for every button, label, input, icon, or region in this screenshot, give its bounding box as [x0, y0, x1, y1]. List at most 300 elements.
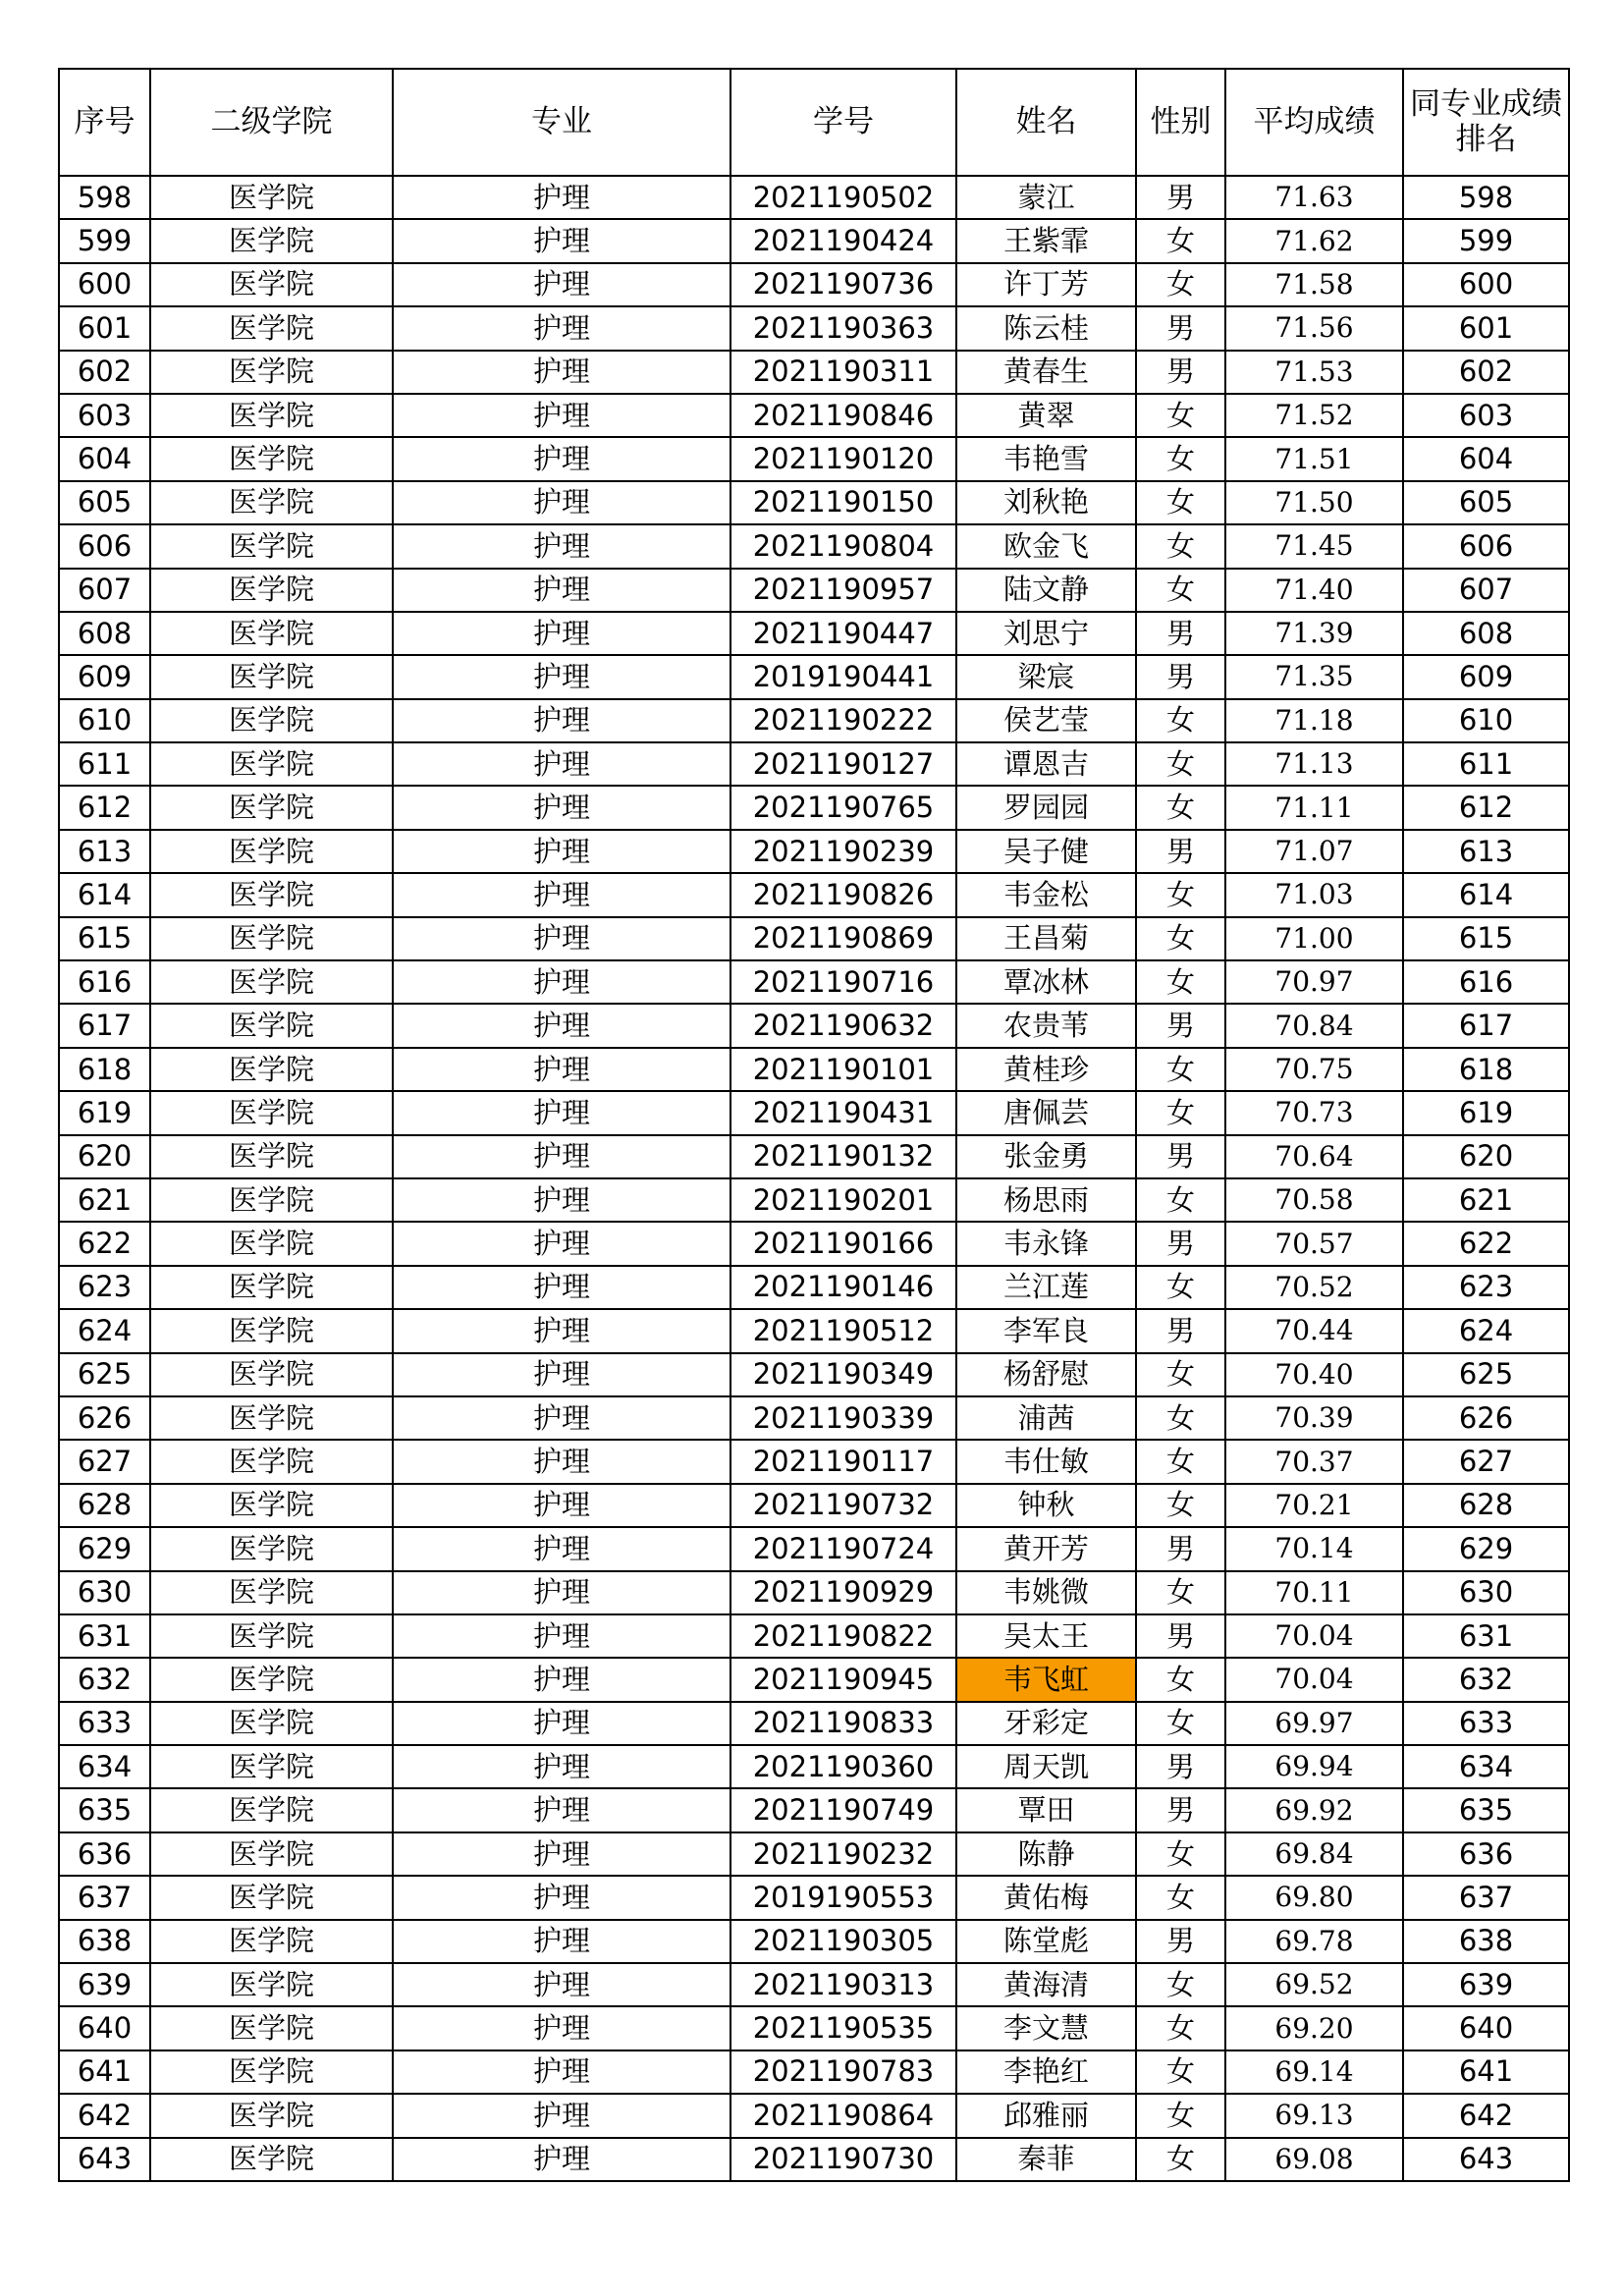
cell-student-id: 2019190553: [730, 1876, 956, 1919]
cell-no: 634: [59, 1745, 150, 1788]
cell-student-id: 2021190822: [730, 1614, 956, 1658]
cell-average-score: 71.58: [1225, 263, 1403, 306]
cell-no: 612: [59, 786, 150, 829]
table-row: [59, 394, 1569, 437]
cell-no: 621: [59, 1178, 150, 1222]
cell-name: 牙彩定: [956, 1702, 1136, 1745]
cell-name: 韦永锋: [956, 1222, 1136, 1265]
cell-major-rank: 633: [1403, 1702, 1569, 1745]
cell-no: 613: [59, 830, 150, 873]
cell-gender: 女: [1136, 263, 1225, 306]
cell-average-score: 70.04: [1225, 1658, 1403, 1701]
cell-no: 611: [59, 742, 150, 786]
cell-college: 医学院: [150, 1266, 393, 1309]
cell-average-score: 70.39: [1225, 1396, 1403, 1440]
cell-student-id: 2021190804: [730, 524, 956, 568]
cell-college: 医学院: [150, 2138, 393, 2181]
cell-student-id: 2021190447: [730, 612, 956, 655]
cell-no: 628: [59, 1484, 150, 1527]
cell-major: 护理: [393, 351, 730, 394]
table-row: [59, 524, 1569, 568]
cell-major: 护理: [393, 1788, 730, 1831]
cell-college: 医学院: [150, 1614, 393, 1658]
cell-no: 607: [59, 569, 150, 612]
table-row: [59, 1004, 1569, 1047]
cell-college: 医学院: [150, 699, 393, 742]
table-row: [59, 1963, 1569, 2006]
cell-average-score: 69.80: [1225, 1876, 1403, 1919]
cell-name: 钟秋: [956, 1484, 1136, 1527]
cell-student-id: 2021190431: [730, 1091, 956, 1134]
cell-major-rank: 642: [1403, 2094, 1569, 2137]
cell-major: 护理: [393, 524, 730, 568]
cell-college: 医学院: [150, 917, 393, 960]
cell-major: 护理: [393, 569, 730, 612]
cell-name: 黄翠: [956, 394, 1136, 437]
table-row: [59, 742, 1569, 786]
cell-no: 610: [59, 699, 150, 742]
header-no: 序号: [59, 69, 150, 176]
cell-no: 632: [59, 1658, 150, 1701]
cell-name: 韦飞虹: [956, 1658, 1136, 1701]
cell-student-id: 2021190132: [730, 1135, 956, 1178]
cell-no: 619: [59, 1091, 150, 1134]
cell-major-rank: 630: [1403, 1571, 1569, 1614]
cell-student-id: 2021190730: [730, 2138, 956, 2181]
cell-college: 医学院: [150, 1048, 393, 1091]
cell-no: 638: [59, 1920, 150, 1963]
cell-gender: 男: [1136, 1309, 1225, 1352]
cell-no: 600: [59, 263, 150, 306]
cell-major: 护理: [393, 742, 730, 786]
cell-major: 护理: [393, 873, 730, 916]
cell-student-id: 2021190749: [730, 1788, 956, 1831]
cell-average-score: 69.94: [1225, 1745, 1403, 1788]
cell-student-id: 2021190826: [730, 873, 956, 916]
cell-name: 许丁芳: [956, 263, 1136, 306]
cell-name: 李军良: [956, 1309, 1136, 1352]
cell-student-id: 2021190424: [730, 219, 956, 262]
cell-average-score: 71.35: [1225, 655, 1403, 698]
cell-average-score: 70.73: [1225, 1091, 1403, 1134]
cell-college: 医学院: [150, 569, 393, 612]
cell-college: 医学院: [150, 481, 393, 524]
cell-average-score: 70.37: [1225, 1440, 1403, 1483]
cell-college: 医学院: [150, 612, 393, 655]
cell-major: 护理: [393, 1614, 730, 1658]
cell-gender: 女: [1136, 569, 1225, 612]
cell-name: 陆文静: [956, 569, 1136, 612]
cell-name: 黄海清: [956, 1963, 1136, 2006]
cell-no: 631: [59, 1614, 150, 1658]
header-student-id: 学号: [730, 69, 956, 176]
cell-gender: 女: [1136, 1396, 1225, 1440]
cell-no: 625: [59, 1353, 150, 1396]
cell-name: 吴子健: [956, 830, 1136, 873]
table-row: [59, 655, 1569, 698]
cell-student-id: 2021190957: [730, 569, 956, 612]
cell-major-rank: 605: [1403, 481, 1569, 524]
table-row: [59, 481, 1569, 524]
cell-major: 护理: [393, 1527, 730, 1570]
cell-average-score: 71.18: [1225, 699, 1403, 742]
cell-major-rank: 613: [1403, 830, 1569, 873]
cell-major: 护理: [393, 1135, 730, 1178]
cell-gender: 女: [1136, 2006, 1225, 2050]
cell-student-id: 2021190929: [730, 1571, 956, 1614]
cell-average-score: 69.92: [1225, 1788, 1403, 1831]
student-ranking-table: [58, 68, 1570, 2182]
cell-name: 韦金松: [956, 873, 1136, 916]
cell-college: 医学院: [150, 742, 393, 786]
table-row: [59, 1571, 1569, 1614]
cell-major-rank: 602: [1403, 351, 1569, 394]
cell-name: 黄开芳: [956, 1527, 1136, 1570]
cell-gender: 女: [1136, 786, 1225, 829]
cell-major-rank: 635: [1403, 1788, 1569, 1831]
cell-college: 医学院: [150, 351, 393, 394]
cell-gender: 男: [1136, 655, 1225, 698]
cell-college: 医学院: [150, 1963, 393, 2006]
table-row: [59, 306, 1569, 350]
cell-average-score: 70.64: [1225, 1135, 1403, 1178]
cell-gender: 女: [1136, 917, 1225, 960]
cell-no: 606: [59, 524, 150, 568]
cell-name: 陈静: [956, 1832, 1136, 1876]
cell-name: 王昌菊: [956, 917, 1136, 960]
cell-gender: 女: [1136, 1178, 1225, 1222]
cell-major-rank: 612: [1403, 786, 1569, 829]
cell-college: 医学院: [150, 1440, 393, 1483]
cell-college: 医学院: [150, 306, 393, 350]
cell-student-id: 2021190127: [730, 742, 956, 786]
cell-gender: 女: [1136, 699, 1225, 742]
cell-major-rank: 610: [1403, 699, 1569, 742]
cell-no: 627: [59, 1440, 150, 1483]
cell-major: 护理: [393, 1920, 730, 1963]
cell-no: 624: [59, 1309, 150, 1352]
cell-gender: 男: [1136, 1920, 1225, 1963]
table-row: [59, 1440, 1569, 1483]
cell-gender: 女: [1136, 1266, 1225, 1309]
cell-name: 韦仕敏: [956, 1440, 1136, 1483]
table-row: [59, 1614, 1569, 1658]
cell-student-id: 2021190239: [730, 830, 956, 873]
cell-name: 农贵苇: [956, 1004, 1136, 1047]
cell-college: 医学院: [150, 437, 393, 480]
cell-college: 医学院: [150, 524, 393, 568]
cell-name: 唐佩芸: [956, 1091, 1136, 1134]
cell-student-id: 2019190441: [730, 655, 956, 698]
cell-name: 李文慧: [956, 2006, 1136, 2050]
cell-average-score: 69.08: [1225, 2138, 1403, 2181]
table-row: [59, 2094, 1569, 2137]
cell-major: 护理: [393, 1702, 730, 1745]
cell-student-id: 2021190222: [730, 699, 956, 742]
cell-no: 601: [59, 306, 150, 350]
table-row: [59, 437, 1569, 480]
cell-student-id: 2021190632: [730, 1004, 956, 1047]
cell-student-id: 2021190363: [730, 306, 956, 350]
table-row: [59, 176, 1569, 219]
table-row: [59, 1178, 1569, 1222]
cell-student-id: 2021190232: [730, 1832, 956, 1876]
table-row: [59, 1832, 1569, 1876]
cell-gender: 男: [1136, 830, 1225, 873]
cell-gender: 女: [1136, 1353, 1225, 1396]
cell-major: 护理: [393, 1963, 730, 2006]
cell-major-rank: 600: [1403, 263, 1569, 306]
cell-average-score: 71.45: [1225, 524, 1403, 568]
cell-student-id: 2021190512: [730, 1309, 956, 1352]
cell-name: 覃田: [956, 1788, 1136, 1831]
table-row: [59, 1048, 1569, 1091]
cell-gender: 女: [1136, 2094, 1225, 2137]
cell-name: 侯艺莹: [956, 699, 1136, 742]
cell-major-rank: 606: [1403, 524, 1569, 568]
table-row: [59, 1745, 1569, 1788]
header-gender: 性别: [1136, 69, 1225, 176]
cell-major: 护理: [393, 1658, 730, 1701]
table-row: [59, 1876, 1569, 1919]
cell-college: 医学院: [150, 830, 393, 873]
cell-average-score: 70.21: [1225, 1484, 1403, 1527]
cell-student-id: 2021190864: [730, 2094, 956, 2137]
cell-name: 蒙江: [956, 176, 1136, 219]
cell-no: 604: [59, 437, 150, 480]
cell-major-rank: 618: [1403, 1048, 1569, 1091]
cell-college: 医学院: [150, 1309, 393, 1352]
cell-no: 640: [59, 2006, 150, 2050]
cell-name: 覃冰林: [956, 960, 1136, 1004]
cell-major: 护理: [393, 1571, 730, 1614]
cell-college: 医学院: [150, 1745, 393, 1788]
cell-major-rank: 639: [1403, 1963, 1569, 2006]
cell-student-id: 2021190833: [730, 1702, 956, 1745]
cell-major-rank: 643: [1403, 2138, 1569, 2181]
cell-college: 医学院: [150, 2094, 393, 2137]
cell-student-id: 2021190945: [730, 1658, 956, 1701]
cell-no: 608: [59, 612, 150, 655]
table-row: [59, 1353, 1569, 1396]
table-body: [59, 176, 1569, 2181]
cell-student-id: 2021190349: [730, 1353, 956, 1396]
cell-major-rank: 598: [1403, 176, 1569, 219]
cell-major-rank: 623: [1403, 1266, 1569, 1309]
cell-average-score: 71.56: [1225, 306, 1403, 350]
cell-name: 黄佑梅: [956, 1876, 1136, 1919]
cell-name: 谭恩吉: [956, 742, 1136, 786]
cell-major: 护理: [393, 1832, 730, 1876]
cell-no: 603: [59, 394, 150, 437]
table-row: [59, 1266, 1569, 1309]
table-row: [59, 1702, 1569, 1745]
cell-major-rank: 609: [1403, 655, 1569, 698]
cell-major-rank: 636: [1403, 1832, 1569, 1876]
cell-major-rank: 637: [1403, 1876, 1569, 1919]
cell-college: 医学院: [150, 1920, 393, 1963]
table-row: [59, 1091, 1569, 1134]
cell-gender: 女: [1136, 1702, 1225, 1745]
cell-average-score: 71.53: [1225, 351, 1403, 394]
cell-major: 护理: [393, 1266, 730, 1309]
cell-major-rank: 619: [1403, 1091, 1569, 1134]
cell-no: 635: [59, 1788, 150, 1831]
cell-major: 护理: [393, 830, 730, 873]
cell-average-score: 70.58: [1225, 1178, 1403, 1222]
table-row: [59, 569, 1569, 612]
cell-major: 护理: [393, 1353, 730, 1396]
cell-student-id: 2021190846: [730, 394, 956, 437]
cell-no: 630: [59, 1571, 150, 1614]
cell-major: 护理: [393, 1396, 730, 1440]
cell-major-rank: 634: [1403, 1745, 1569, 1788]
cell-student-id: 2021190166: [730, 1222, 956, 1265]
table-row: [59, 1309, 1569, 1352]
cell-name: 杨思雨: [956, 1178, 1136, 1222]
cell-student-id: 2021190869: [730, 917, 956, 960]
cell-gender: 女: [1136, 219, 1225, 262]
cell-no: 642: [59, 2094, 150, 2137]
cell-college: 医学院: [150, 873, 393, 916]
cell-average-score: 70.97: [1225, 960, 1403, 1004]
header-row: [59, 69, 1569, 176]
cell-major-rank: 603: [1403, 394, 1569, 437]
cell-average-score: 70.84: [1225, 1004, 1403, 1047]
cell-student-id: 2021190765: [730, 786, 956, 829]
cell-average-score: 69.52: [1225, 1963, 1403, 2006]
cell-major: 护理: [393, 2138, 730, 2181]
cell-name: 浦茜: [956, 1396, 1136, 1440]
cell-student-id: 2021190732: [730, 1484, 956, 1527]
cell-college: 医学院: [150, 960, 393, 1004]
cell-gender: 女: [1136, 1484, 1225, 1527]
cell-name: 陈云桂: [956, 306, 1136, 350]
cell-major: 护理: [393, 655, 730, 698]
table-row: [59, 830, 1569, 873]
cell-major-rank: 641: [1403, 2050, 1569, 2094]
cell-no: 629: [59, 1527, 150, 1570]
table-row: [59, 2138, 1569, 2181]
table-row: [59, 1222, 1569, 1265]
table-row: [59, 351, 1569, 394]
cell-average-score: 69.84: [1225, 1832, 1403, 1876]
cell-gender: 女: [1136, 437, 1225, 480]
cell-student-id: 2021190783: [730, 2050, 956, 2094]
cell-major-rank: 627: [1403, 1440, 1569, 1483]
cell-major: 护理: [393, 1222, 730, 1265]
cell-student-id: 2021190360: [730, 1745, 956, 1788]
cell-no: 639: [59, 1963, 150, 2006]
cell-major: 护理: [393, 1484, 730, 1527]
cell-name: 兰江莲: [956, 1266, 1136, 1309]
cell-student-id: 2021190150: [730, 481, 956, 524]
cell-major: 护理: [393, 960, 730, 1004]
cell-no: 623: [59, 1266, 150, 1309]
cell-name: 邱雅丽: [956, 2094, 1136, 2137]
cell-no: 641: [59, 2050, 150, 2094]
cell-major: 护理: [393, 481, 730, 524]
cell-college: 医学院: [150, 1832, 393, 1876]
cell-average-score: 71.40: [1225, 569, 1403, 612]
cell-gender: 男: [1136, 612, 1225, 655]
cell-major: 护理: [393, 1440, 730, 1483]
cell-college: 医学院: [150, 219, 393, 262]
cell-student-id: 2021190313: [730, 1963, 956, 2006]
cell-name: 吴太王: [956, 1614, 1136, 1658]
table-row: [59, 219, 1569, 262]
cell-name: 周天凯: [956, 1745, 1136, 1788]
cell-major-rank: 616: [1403, 960, 1569, 1004]
cell-gender: 女: [1136, 524, 1225, 568]
table-row: [59, 612, 1569, 655]
cell-gender: 男: [1136, 1745, 1225, 1788]
cell-average-score: 69.14: [1225, 2050, 1403, 2094]
cell-gender: 女: [1136, 2050, 1225, 2094]
cell-average-score: 71.62: [1225, 219, 1403, 262]
cell-major: 护理: [393, 1876, 730, 1919]
cell-name: 秦菲: [956, 2138, 1136, 2181]
cell-gender: 女: [1136, 1876, 1225, 1919]
cell-no: 626: [59, 1396, 150, 1440]
cell-no: 614: [59, 873, 150, 916]
table-row: [59, 960, 1569, 1004]
cell-student-id: 2021190311: [730, 351, 956, 394]
cell-name: 韦艳雪: [956, 437, 1136, 480]
cell-average-score: 71.63: [1225, 176, 1403, 219]
cell-major: 护理: [393, 1178, 730, 1222]
cell-college: 医学院: [150, 176, 393, 219]
cell-name: 李艳红: [956, 2050, 1136, 2094]
table-row: [59, 1658, 1569, 1701]
cell-name: 张金勇: [956, 1135, 1136, 1178]
cell-student-id: 2021190120: [730, 437, 956, 480]
cell-college: 医学院: [150, 1527, 393, 1570]
cell-major-rank: 599: [1403, 219, 1569, 262]
cell-gender: 女: [1136, 394, 1225, 437]
table-row: [59, 1788, 1569, 1831]
cell-gender: 女: [1136, 1963, 1225, 2006]
cell-gender: 男: [1136, 1004, 1225, 1047]
cell-college: 医学院: [150, 1658, 393, 1701]
cell-major: 护理: [393, 917, 730, 960]
cell-name: 梁宸: [956, 655, 1136, 698]
cell-major: 护理: [393, 1091, 730, 1134]
cell-college: 医学院: [150, 2006, 393, 2050]
cell-average-score: 71.52: [1225, 394, 1403, 437]
cell-gender: 女: [1136, 1048, 1225, 1091]
table-row: [59, 917, 1569, 960]
cell-major-rank: 632: [1403, 1658, 1569, 1701]
cell-student-id: 2021190339: [730, 1396, 956, 1440]
cell-average-score: 70.14: [1225, 1527, 1403, 1570]
cell-major-rank: 607: [1403, 569, 1569, 612]
cell-no: 618: [59, 1048, 150, 1091]
cell-no: 615: [59, 917, 150, 960]
cell-name: 罗园园: [956, 786, 1136, 829]
cell-average-score: 70.04: [1225, 1614, 1403, 1658]
cell-major: 护理: [393, 2006, 730, 2050]
cell-gender: 男: [1136, 176, 1225, 219]
cell-major: 护理: [393, 263, 730, 306]
cell-college: 医学院: [150, 1702, 393, 1745]
header-average-score: 平均成绩: [1225, 69, 1403, 176]
cell-major: 护理: [393, 699, 730, 742]
cell-average-score: 70.11: [1225, 1571, 1403, 1614]
cell-no: 598: [59, 176, 150, 219]
cell-name: 陈堂彪: [956, 1920, 1136, 1963]
cell-major-rank: 601: [1403, 306, 1569, 350]
